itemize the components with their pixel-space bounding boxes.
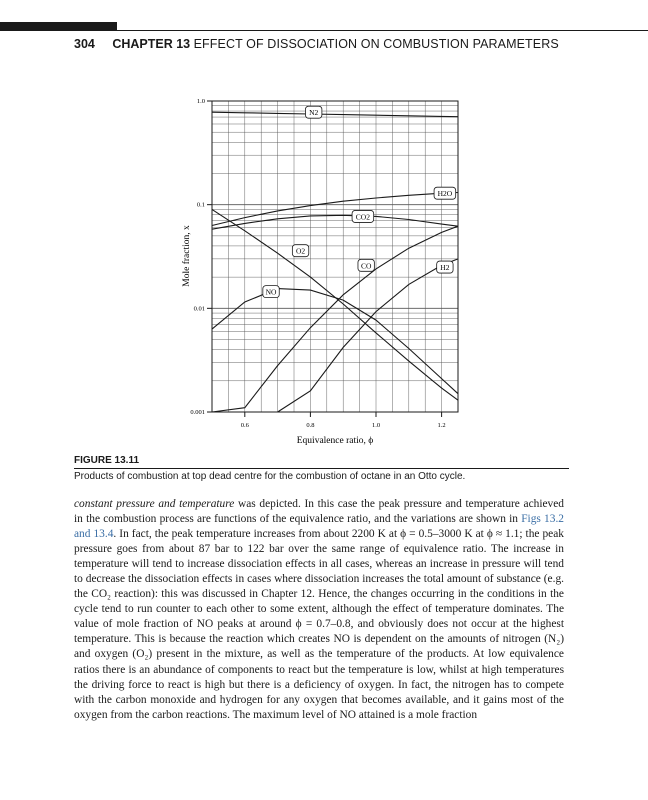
header-rule	[117, 30, 648, 31]
series-line-co	[212, 226, 458, 412]
series-label-co2: CO2	[355, 212, 370, 222]
series-label-o2: O2	[295, 246, 306, 256]
body-text	[74, 497, 564, 723]
figure-label: FIGURE 13.11	[74, 455, 140, 466]
body-text-part-1: was depicted. In this case the peak pressure and temperature achieved in the combustion process are functions of the equivalence ratio, and the variations are shown in	[74, 498, 564, 526]
chart-ticks	[190, 98, 445, 429]
x-axis-label: Equivalence ratio, ϕ	[296, 436, 374, 446]
x-tick-label: 0.6	[240, 422, 249, 429]
series-label-h2o: H2O	[437, 189, 453, 199]
x-tick-label: 0.8	[306, 422, 315, 429]
x-tick-label: 1.2	[437, 422, 446, 429]
plot-frame	[212, 101, 458, 412]
chart-grid	[212, 101, 458, 412]
chart-series	[212, 112, 458, 412]
y-tick-label: 0.1	[196, 201, 205, 209]
figure-caption-text: Products of combustion at top dead centre for the combustion of octane in an Otto cycle.	[74, 471, 466, 482]
series-label-h2: H2	[440, 263, 450, 273]
body-paragraph	[74, 497, 564, 723]
series-label-n2: N2	[309, 108, 319, 118]
series-line-no	[212, 289, 458, 394]
y-axis-label: Mole fraction, x	[182, 225, 192, 287]
running-header	[74, 37, 634, 55]
figure-reference-link[interactable]: Figs 13.2 and 13.4	[74, 513, 564, 541]
series-label-no: NO	[265, 287, 277, 297]
caption-rule	[74, 468, 569, 469]
y-tick-label: 1.0	[196, 98, 205, 105]
series-line-h2	[278, 259, 458, 412]
series-label-co: CO	[360, 261, 372, 271]
x-tick-label: 1.0	[371, 422, 381, 429]
page-number: 304	[74, 37, 95, 51]
series-line-o2	[212, 209, 458, 400]
y-tick-label: 0.001	[190, 409, 205, 416]
header-bar	[0, 22, 117, 31]
mole-fraction-chart	[170, 88, 470, 448]
body-italic-lead: constant pressure and temperature	[74, 498, 235, 510]
chapter-label: CHAPTER 13	[112, 37, 191, 51]
y-tick-label: 0.01	[193, 305, 205, 313]
chapter-title: EFFECT OF DISSOCIATION ON COMBUSTION PARAMETERS	[193, 37, 559, 51]
series-line-co2	[212, 215, 458, 229]
body-text-part-2: . In fact, the peak temperature increases from about 2200 K at ϕ = 0.5–3000 K at ϕ ≈ 1.1; the peak pressure goes from about 87 bar to 122 bar over the same range of equivalence ratio. The increase in temperature will tend to increase dissociation effects in all cases, whereas an increase in pressure will tend to decrease the dissociation effects in cases where dissociation increases the total amount of substance (e.g. the CO₂ reaction): this was discussed in Chapter 12. Hence, the changes occurring in the conditions in the cycle tend to run counter to each other to some extent, although the effect of temperature dominates. The value of mole fraction of NO peaks at around ϕ = 0.7–0.8, and obviously does not occur at the highest temperature. This is because the reaction which creates NO is dependent on the amounts of nitrogen (N₂) and oxygen (O₂) present in the mixture, as well as the temperature of the products. At low equivalence ratios there is an abundance of components to react but the temperature is low, whilst at high temperatures the driving force to react is high but there is a deficiency of oxygen. In fact, the nitrogen has to compete with the carbon monoxide and hydrogen for any oxygen that becomes available, and it gains most of the oxygen from the carbon reactions. The maximum level of NO attained is a mole fraction	[74, 528, 564, 721]
chart-series-labels	[263, 106, 456, 297]
figure-caption	[74, 455, 569, 482]
series-line-n2	[212, 112, 458, 117]
